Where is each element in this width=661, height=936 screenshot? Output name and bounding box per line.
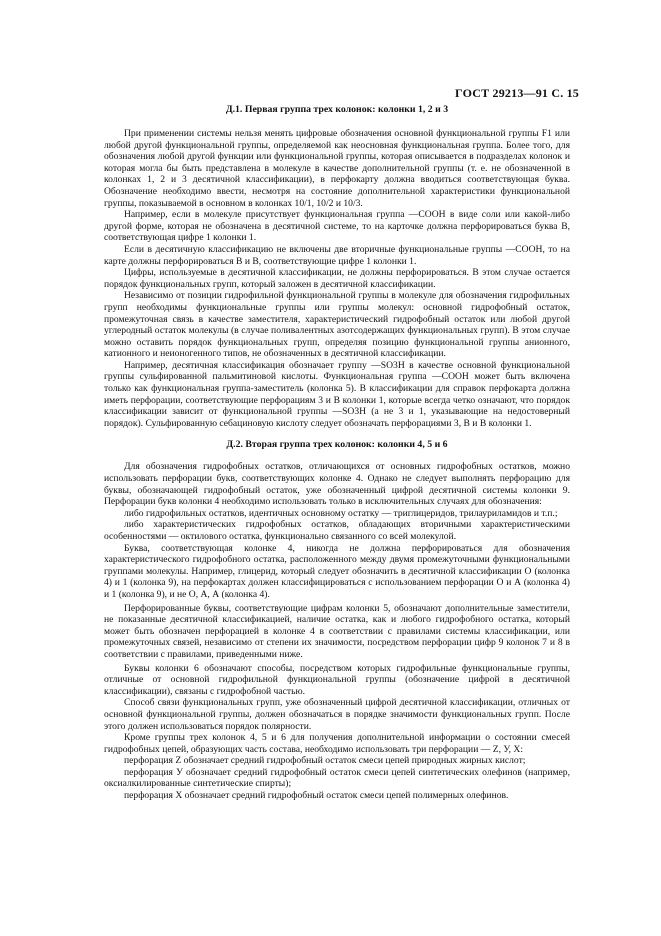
paragraph: Буква, соответствующая колонке 4, никогда не должна перфорироваться для обозначения характеристического гидрофобного остатка, расположенного между двумя промежуточными функциональными группами молекулы. Например, глицерид, который следует обозначить в десятичной классификации О (колонка 4) и 1 (колонка 9), на перфокартах должен классифицироваться с использованием перфорации О и А (колонка 4) и 1 (колонка 9), и не О, А, А (колонка 4).: [104, 542, 570, 600]
paragraph: Буквы колонки 6 обозначают способы, посредством которых гидрофильные функциональные группы, отличные от основной гидрофильной функциональной группы (обозначение цифрой в десятичной классификации), связаны с гидрофобной частью.: [104, 662, 570, 697]
paragraph: При применении системы нельзя менять цифровые обозначения основной функциональной группы F1 или любой другой функциональной группы, определяемой как неосновная функциональная группа. Более того, для обозначения любой другой функции или функциональной группы, которая описывается в подразделах колонок и которая могла бы быть представлена в молекуле в качестве дополнительной группы (т. е. не обозначенной в колонках 1, 2 и 3 десятичной классификации), в перфокарту должна вводиться соответствующая буква. Обозначение необходимо ввести, несмотря на состояние дополнительной характеристики функциональной группы, показываемой в основном в колонках 10/1, 10/2 и 10/3.: [104, 128, 570, 209]
running-header: ГОСТ 29213—91 С. 15: [455, 86, 579, 100]
paragraph: Перфорированные буквы, соответствующие цифрам колонки 5, обозначают дополнительные заместители, не показанные десятичной классификацией, наличие остатка, как и любого гидрофобного остатка, который может быть обозначен перфорацией в колонке 4 в соответствии с правилами системы классификации, или промежуточных связей, независимо от степени их значимости, посредством перфорации цифр 9 колонок 7 и 8 в соответствии с правилами, приведенными ниже.: [104, 602, 570, 660]
list-item: либо гидрофильных остатков, идентичных основному остатку — триглицеридов, трилауриламидов и т.п.;: [124, 507, 558, 519]
paragraph: Если в десятичную классификацию не включены две вторичные функциональные группы —СООН, то на карте должны перфорироваться В и В, соответствующие цифре 1 колонки 1.: [104, 243, 570, 267]
section-heading-d1: Д.1. Первая группа трех колонок: колонки 1, 2 и 3: [225, 104, 449, 115]
paragraph: Например, если в молекуле присутствует функциональная группа —СООН в виде соли или какой-либо другой форме, которая не обозначена в десятичной системе, то на карточке должна перфорироваться буква В, соответствующая цифре 1 колонки 1.: [104, 209, 570, 244]
document-body: [104, 104, 570, 802]
paragraph: Для обозначения гидрофобных остатков, отличающихся от основных гидрофобных остатков, можно использовать перфорации букв, соответствующих колонке 4. Однако не следует выполнять перфорацию для буквы, обозначающей гидрофобный остаток, уже обозначенный цифрой десятичной системы колонки 9. Перфорации букв колонки 4 необходимо использовать только в исключительных случаях для обозначения:: [104, 461, 570, 508]
paragraph: Кроме группы трех колонок 4, 5 и 6 для получения дополнительной информации о состоянии смесей гидрофобных цепей, образующих часть состава, необходимо использовать три перфорации — Z, У, X:: [104, 732, 570, 755]
paragraph: Цифры, используемые в десятичной классификации, не должны перфорироваться. В этом случае остается порядок функциональных групп, который заложен в десятичной классификации.: [104, 267, 570, 290]
list-item: либо характеристических гидрофобных остатков, обладающих вторичными характеристическими особенностями — октилового остатка, функционально связанного со всей молекулой.: [104, 519, 570, 542]
paragraph: Независимо от позиции гидрофильной функциональной группы в молекуле для обозначения гидрофильных групп необходимы функциональные группы или группы молекул: основной гидрофобный остаток, промежуточная связь в качестве заместителя, характеристический гидрофобный остаток или любой другой углеродный остаток молекулы (в случае поливалентных азотсодержащих функциональных групп). В этом случае можно оставить порядок функциональных групп, определяя позицию функциональной группы анионного, катионного и неионогенного типов, не обозначенных в десятичной классификации.: [104, 290, 570, 360]
paragraph: Способ связи функциональных групп, уже обозначенный цифрой десятичной классификации, отличных от основной функциональной группы, должен обозначаться в порядке значимости функциональных групп. После этого должен использоваться порядок полярности.: [104, 697, 570, 732]
list-item: перфорация X обозначает средний гидрофобный остаток смеси цепей полимерных олефинов.: [124, 790, 509, 802]
section-heading-d2: Д.2. Вторая группа трех колонок: колонки 4, 5 и 6: [226, 439, 448, 451]
paragraph: Например, десятичная классификация обозначает группу —SO3H в качестве основной функциональной группы сульфированной пальмитиновой кислоты. Функциональная группа —СООН может быть включена только как функциональная группа-заместитель (колонка 5). В классификации для справок перфокарта должна иметь перфорации, соответствующие перфорациям 3 и В колонки 1, которые всегда четко означают, что порядок классификации зависит от функциональной группы —SO3H (а не 3 и 1, указывающие на недостоверный порядок). Сульфированную себациновую кислоту следует обозначать перфорациями 3, В и В колонки 1.: [104, 359, 570, 429]
list-item: перфорация Z обозначает средний гидрофобный остаток смеси цепей природных жирных кислот;: [124, 755, 526, 767]
list-item: перфорация У обозначает средний гидрофобный остаток смеси цепей синтетических олефинов (например, оксиалкилированные синтетические спирты);: [104, 766, 570, 790]
